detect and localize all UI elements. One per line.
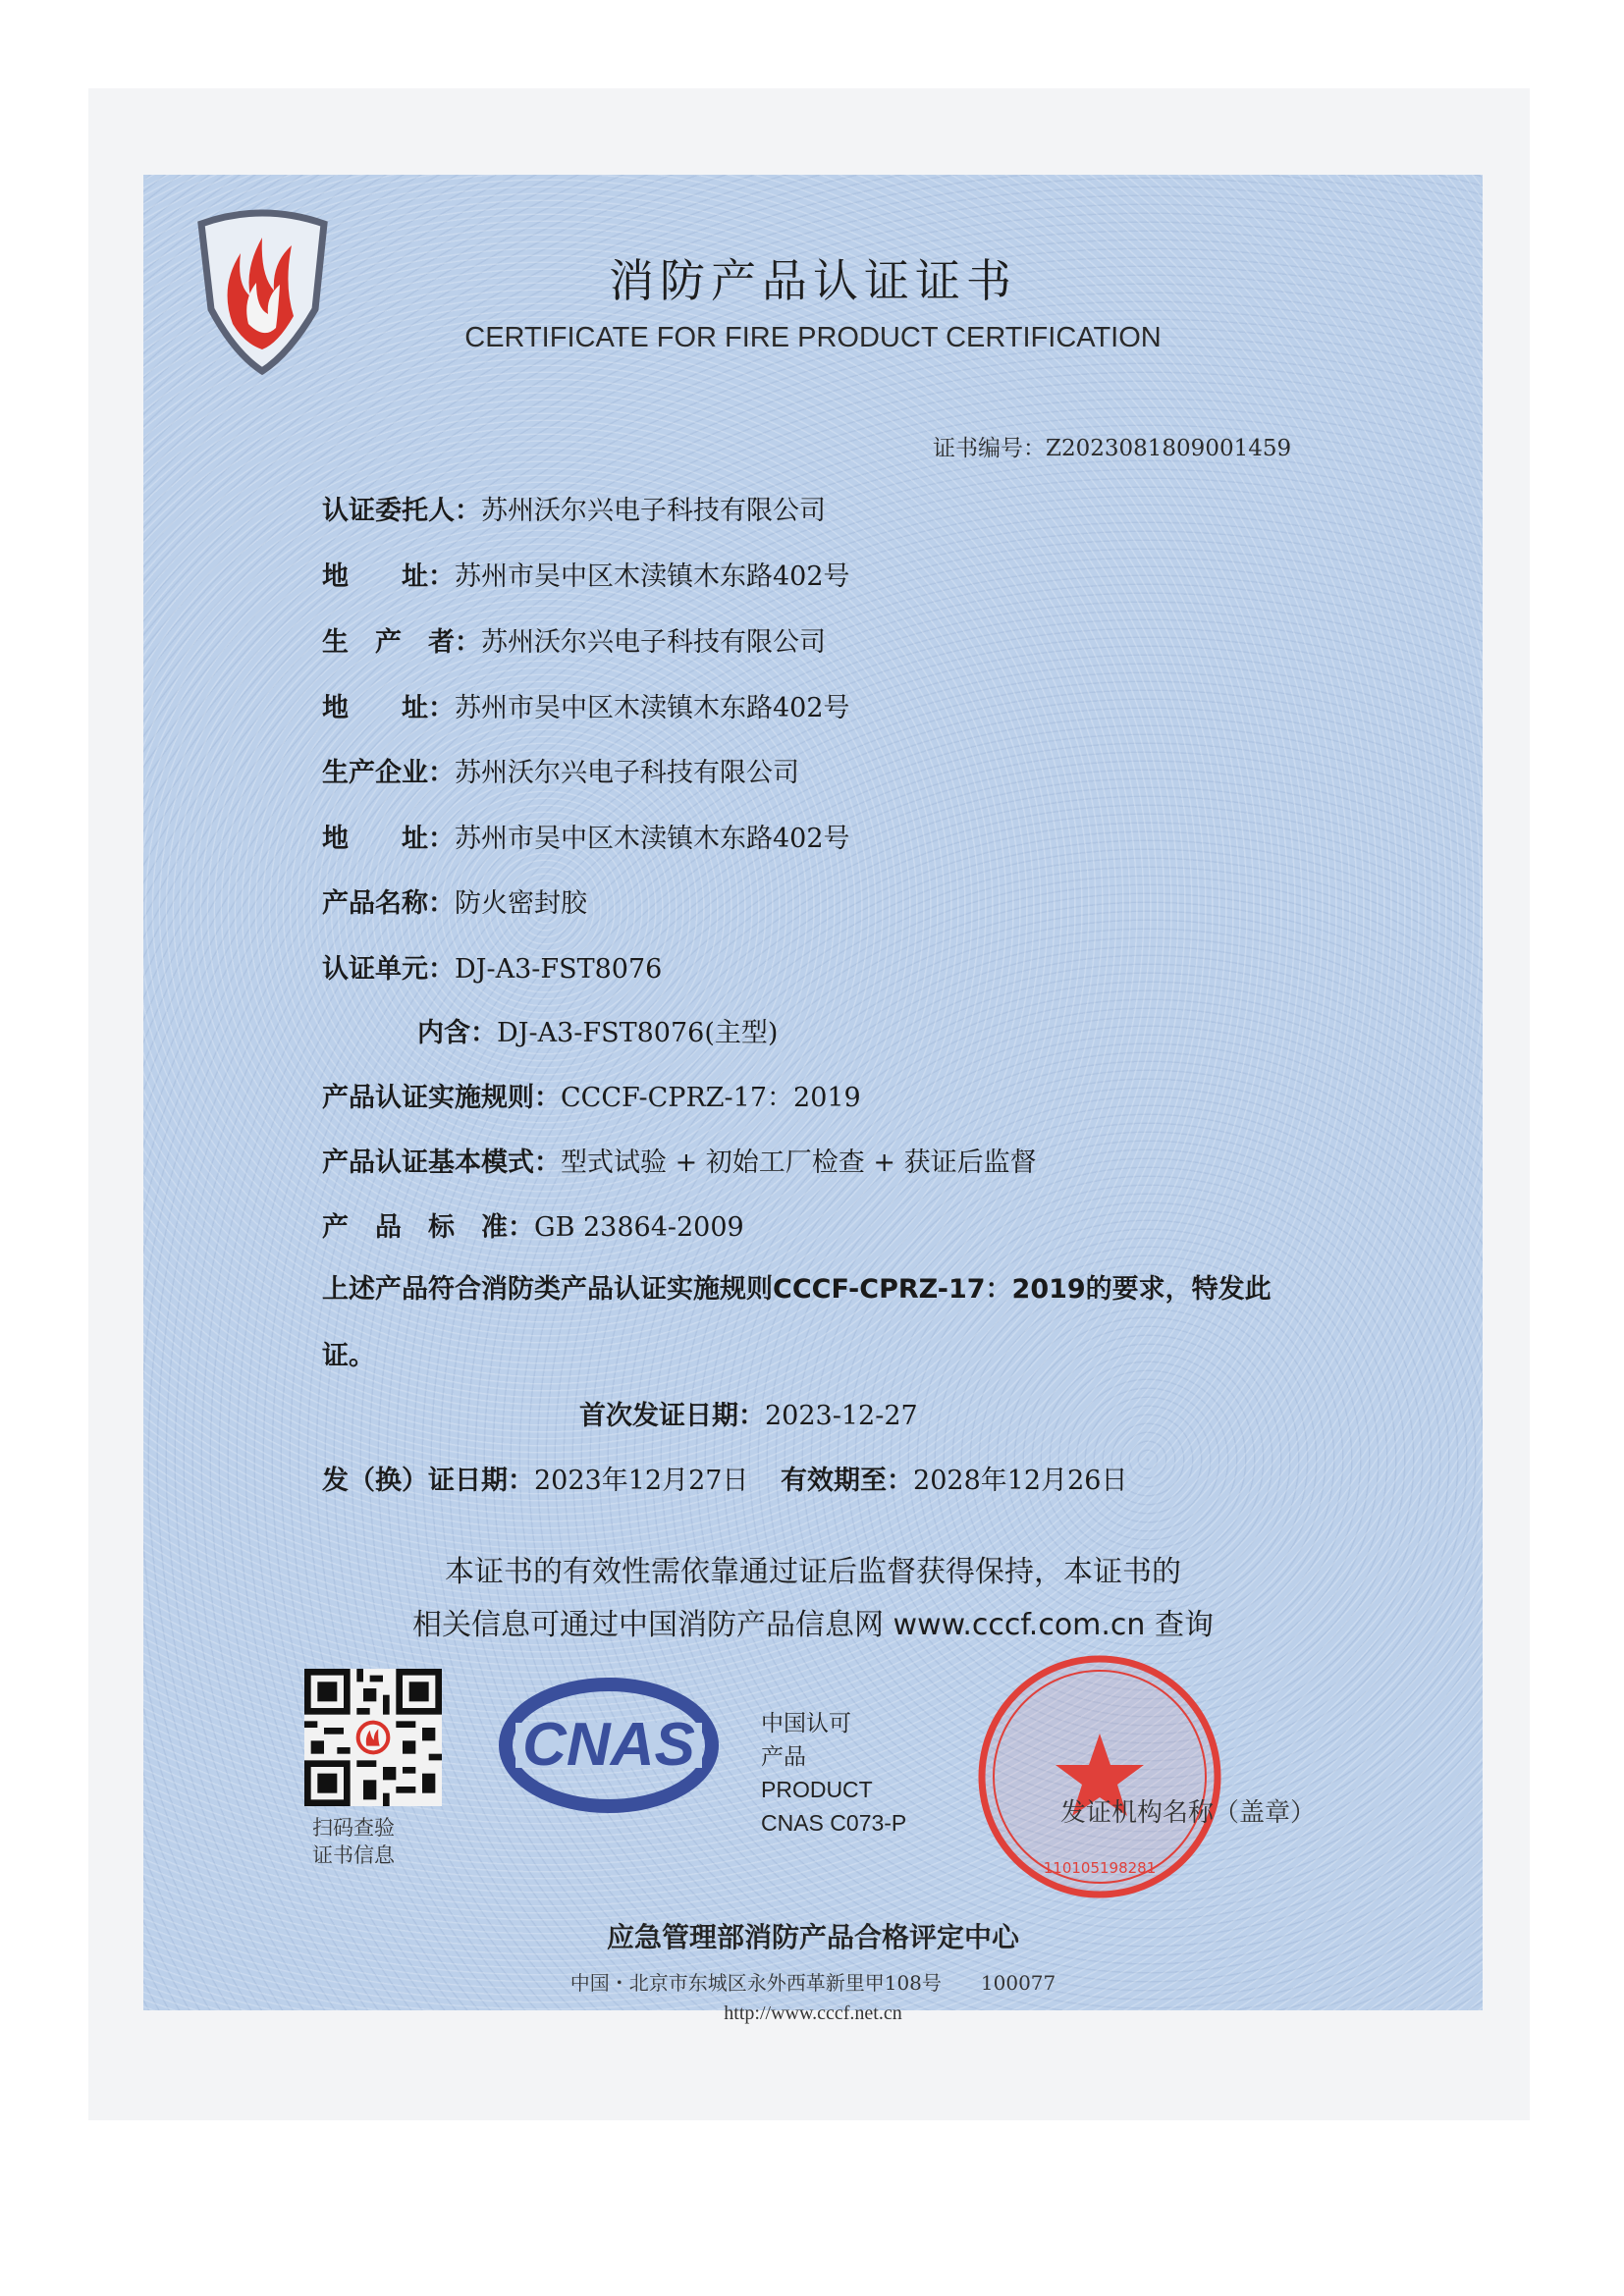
factory-label: 生产企业： (322, 758, 455, 788)
official-seal-icon (972, 1649, 1227, 1904)
qr-caption-line1: 扫码查验 (312, 1816, 395, 1840)
address-label: 地 址： (322, 693, 455, 723)
mode-value: 型式试验 + 初始工厂检查 + 获证后监督 (561, 1148, 1037, 1178)
qr-caption-line2: 证书信息 (312, 1843, 395, 1867)
factory-address-row (322, 817, 850, 855)
factory-row (322, 751, 799, 789)
cnas-accreditation (761, 1706, 906, 1840)
mode-label: 产品认证基本模式： (322, 1148, 561, 1178)
rule-label: 产品认证实施规则： (322, 1083, 561, 1113)
producer-value: 苏州沃尔兴电子科技有限公司 (481, 627, 826, 658)
client-row (322, 489, 826, 527)
product-name-value: 防火密封胶 (455, 888, 587, 919)
producer-row (322, 620, 826, 659)
validity-notice-line2: 相关信息可通过中国消防产品信息网 www.cccf.com.cn 查询 (412, 1608, 1214, 1642)
factory-value: 苏州沃尔兴电子科技有限公司 (455, 758, 799, 788)
client-label: 认证委托人： (322, 496, 481, 526)
address-value: 苏州市吴中区木渎镇木东路402号 (455, 693, 850, 723)
client-value: 苏州沃尔兴电子科技有限公司 (481, 496, 826, 526)
producer-label: 生 产 者： (322, 627, 481, 658)
standard-value: GB 23864-2009 (534, 1212, 744, 1243)
address-label: 地 址： (322, 824, 455, 854)
valid-until-label: 有效期至： (781, 1466, 914, 1496)
cnas-logo-icon (496, 1669, 722, 1816)
conformity-statement: 上述产品符合消防类产品认证实施规则CCCF-CPRZ-17：2019的要求，特发此证。 (322, 1274, 1272, 1371)
cnas-logo-text: CNAS (522, 1711, 695, 1779)
issue-date-value: 2023年12月27日 (534, 1466, 749, 1496)
address-value: 苏州市吴中区木渎镇木东路402号 (455, 824, 850, 854)
cnas-line2: 产品 (761, 1743, 806, 1769)
cert-unit-row (322, 947, 662, 986)
certificate-title-english: CERTIFICATE FOR FIRE PRODUCT CERTIFICATION (464, 322, 1162, 353)
cert-unit-label: 认证单元： (322, 954, 455, 985)
rule-value: CCCF-CPRZ-17：2019 (561, 1083, 861, 1113)
issue-date-label: 发（换）证日期： (322, 1466, 534, 1496)
cnas-line1: 中国认可 (761, 1710, 851, 1735)
certificate-title: 消防产品认证证书 (609, 254, 1017, 307)
validity-notice-line1: 本证书的有效性需依靠通过证后监督获得保持，本证书的 (445, 1555, 1181, 1589)
issuer-label: 发证机构名称（盖章） (1060, 1798, 1317, 1828)
cnas-line3: PRODUCT (761, 1777, 873, 1802)
standard-row (322, 1205, 744, 1244)
contains-row (417, 1011, 778, 1049)
certificate-number: 证书编号：Z2023081809001459 (933, 436, 1292, 461)
first-issue-label: 首次发证日期： (579, 1401, 765, 1431)
seal-number: 110105198281 (1043, 1859, 1157, 1877)
first-issue-value: 2023-12-27 (765, 1401, 918, 1431)
product-name-label: 产品名称： (322, 888, 455, 919)
valid-until-value: 2028年12月26日 (913, 1466, 1128, 1496)
qr-caption (312, 1814, 395, 1869)
cnas-line4: CNAS C073-P (761, 1810, 907, 1836)
product-name-row (322, 881, 587, 920)
organization-address: 中国・北京市东城区永外西革新里甲108号 100077 (569, 1971, 1056, 1995)
contains-label: 内含： (417, 1018, 497, 1048)
contains-value: DJ-A3-FST8076(主型) (497, 1018, 779, 1048)
organization-name: 应急管理部消防产品合格评定中心 (606, 1921, 1019, 1953)
standard-label: 产 品 标 准： (322, 1212, 534, 1243)
first-issue-row (579, 1394, 918, 1432)
producer-address-row (322, 686, 850, 724)
issue-date-row (322, 1459, 1127, 1497)
client-address-row (322, 555, 850, 593)
address-label: 地 址： (322, 561, 455, 592)
mode-row (322, 1141, 1037, 1179)
rule-row (322, 1076, 861, 1114)
address-value: 苏州市吴中区木渎镇木东路402号 (455, 561, 850, 592)
organization-url[interactable]: http://www.cccf.net.cn (724, 2002, 902, 2024)
qr-code-icon[interactable] (304, 1669, 442, 1806)
cert-unit-value: DJ-A3-FST8076 (455, 954, 663, 985)
